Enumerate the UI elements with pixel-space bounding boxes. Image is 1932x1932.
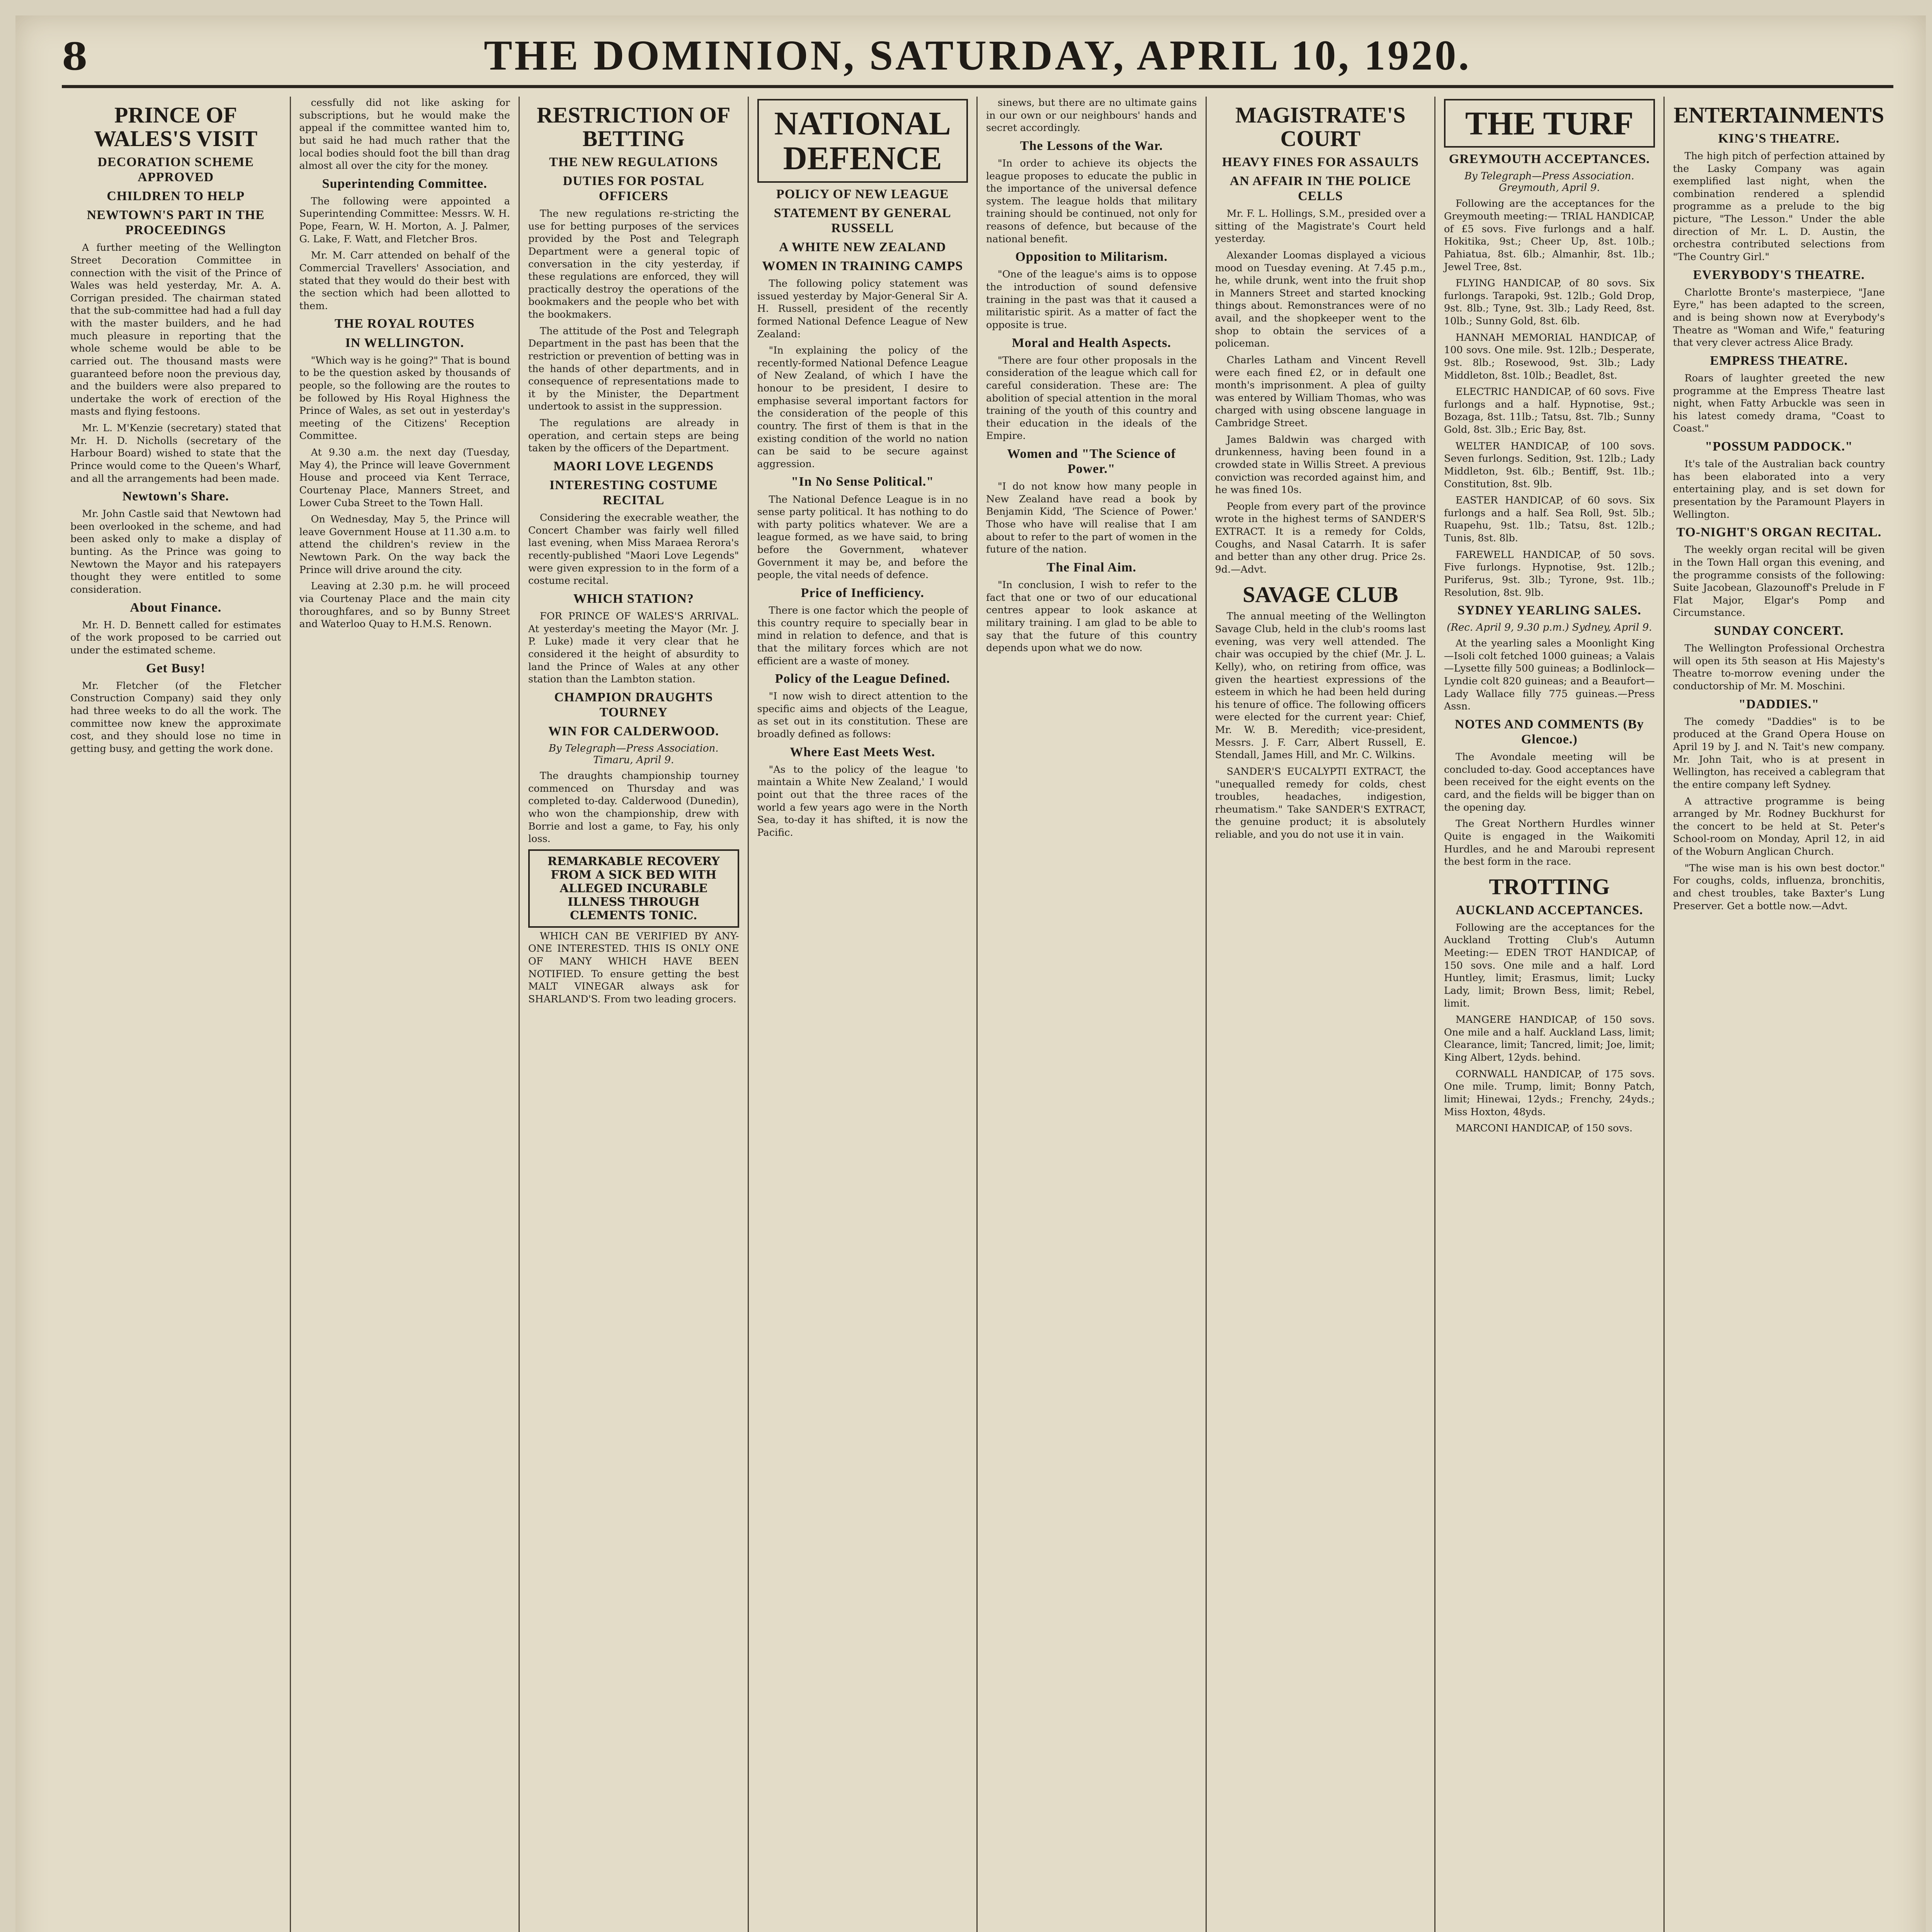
article-paragraph: Alexander Loomas displayed a vicious mood on Tuesday evening. At 7.45 p.m., he, while drunk, went into the fruit shop in Manners Street and started knocking things about. Remonstrances were of no avail, and the shopkeeper went to the shop to obtain the services of a policeman. [1215,249,1426,350]
article-paragraph: "The wise man is his own best doctor." For coughs, colds, influenza, bronchitis, and chest troubles, take Baxter's Lung Preserver. Get a bottle now.—Advt. [1673,862,1885,912]
sub-headline: MAORI LOVE LEGENDS [553,459,714,473]
byline: By Telegraph—Press Association. Greymouth, April 9. [1464,170,1634,194]
article-paragraph: "In order to achieve its objects the league proposes to educate the public in the importance of the universal defence system. The league holds that military training should be continued, not only for reasons of defence, but because of the national benefit. [986,157,1197,245]
article-paragraph: It's tale of the Australian back country has been elaborated into a very entertaining play, and is set down for presentation by the Paramount Players in Wellington. [1673,458,1885,520]
column-6 [1207,97,1436,1932]
sub-headline: NOTES AND COMMENTS (By Glencoe.) [1454,717,1644,747]
sub-headline: KING'S THEATRE. [1718,131,1840,146]
sub-headline: DECORATION SCHEME APPROVED [97,155,254,184]
sub-headline: WIN FOR CALDERWOOD. [548,724,719,738]
article-paragraph: Charlotte Bronte's masterpiece, "Jane Eyre," has been adapted to the screen, and is being shown now at Everybody's Theatre as "Woman and Wife," featuring that very clever actress Alice Brady. [1673,286,1885,349]
sub-headline: Superintending Committee. [322,176,487,191]
sub-headline: WHICH STATION? [573,591,694,606]
article-paragraph: cessfully did not like asking for subscriptions, but he would make the appeal if the committee wanted him to, but said he had much rather that the local bodies should foot the bill than drag almost all over the city for the money. [299,97,510,172]
article-paragraph: A further meeting of the Wellington Street Decoration Committee in connection with the visit of the Prince of Wales was held yesterday, Mr. A. A. Corrigan presided. The chairman stated that the sub-committee had had a full day with the master builders, and he had much pleasure in reporting that the whole scheme would be able to be carried out. The thousand masts were guaranteed before noon the previous day, and the builders were also prepared to undertake the work of erection of the masts and flying festoons. [70,242,281,418]
sub-headline: "In No Sense Political." [791,474,934,489]
article-paragraph: On Wednesday, May 5, the Prince will leave Government House at 11.30 a.m. to attend the children's review in the Newtown Park. On the way back the Prince will drive around the city. [299,514,510,576]
column-5 [978,97,1207,1932]
article-paragraph: The following were appointed a Superintending Committee: Messrs. W. H. Pope, Fearn, W. H. Morton, A. J. Palmer, G. Lake, F. Watt, and Fletcher Bros. [299,195,510,245]
article-headline: ENTERTAINMENTS [1673,102,1884,128]
article-paragraph: "Which way is he going?" That is bound to be the question asked by thousands of people, so the following are the routes to be followed by His Royal Highness the Prince of Wales, as set out in yesterday's meeting of the Citizens' Reception Committee. [299,354,510,442]
article-paragraph: EASTER HANDICAP, of 60 sovs. Six furlongs and a half. Sea Roll, 9st. 5lb.; Ruapehu, 9st. 1lb.; Tatsu, 8st. 12lb.; Tunis, 8st. 8lb. [1444,495,1655,544]
article-paragraph: Mr. F. L. Hollings, S.M., presided over a sitting of the Magistrate's Court held yesterday. [1215,208,1426,245]
column-1 [62,97,291,1932]
article-paragraph: CORNWALL HANDICAP, of 175 sovs. One mile. Trump, limit; Bonny Patch, limit; Hinewai, 12yds.; Frenchy, 24yds.; Miss Hoxton, 48yds. [1444,1068,1655,1118]
article-paragraph: Roars of laughter greeted the new programme at the Empress Theatre last night, when Fatty Arbuckle was seen in his latest comedy drama, "Coast to Coast." [1673,372,1885,435]
byline: (Rec. April 9, 9.30 p.m.) Sydney, April 9. [1447,622,1652,634]
column-4 [749,97,978,1932]
sub-headline: The Final Aim. [1046,560,1136,575]
sub-headline: Price of Inefficiency. [801,585,924,600]
sub-headline: Policy of the League Defined. [775,672,950,686]
article-paragraph: ELECTRIC HANDICAP, of 60 sovs. Five furlongs and a half. Hypnotise, 9st.; Bozaga, 8st. 11lb.; Tatsu, 8st. 7lb.; Sunny Gold, 8st. 3lb.; Eric Bay, 8st. [1444,386,1655,436]
sub-headline: STATEMENT BY GENERAL RUSSELL [774,206,951,235]
article-paragraph: People from every part of the province wrote in the highest terms of SANDER'S EXTRACT. It is a remedy for Colds, Coughs, and Nasal Catarrh. It is safer and better than any other drug. Price 2s. 9d.—Advt. [1215,500,1426,575]
sub-headline: Opposition to Militarism. [1015,250,1168,264]
article-headline: MAGISTRATE'S COURT [1235,102,1406,151]
article-paragraph: The Wellington Professional Orchestra will open its 5th season at His Majesty's Theatre to-morrow evening under the conductorship of Mr. M. Moschini. [1673,643,1885,692]
article-paragraph: James Baldwin was charged with drunkenness, having been found in a crowded state in Willis Street. A previous conviction was recorded against him, and he was fined 10s. [1215,434,1426,496]
masthead [62,31,1893,88]
article-paragraph: "I do not know how many people in New Zealand have read a book by Benjamin Kidd, 'The Science of Power.' Those who have will realise that I am about to refer to the part of women in the future of the nation. [986,481,1197,556]
sub-headline: Moral and Health Aspects. [1012,335,1171,350]
article-paragraph: The attitude of the Post and Telegraph Department in the past has been that the restriction or prevention of betting was in the hands of other departments, and in consequence of representations made to it by the Minister, the Department undertook to assist in the suppression. [528,325,739,413]
sub-headline: TO-NIGHT'S ORGAN RECITAL. [1676,525,1882,540]
advertisement-box: REMARKABLE RECOVERY FROM A SICK BED WITH ALLEGED INCURABLE ILLNESS THROUGH CLEMENTS TONIC. [528,849,739,928]
article-paragraph: A attractive programme is being arranged by Mr. Rodney Buckhurst for the concert to be held at St. Peter's School-room on Monday, April 12, in aid of the Woburn Anglican Church. [1673,795,1885,858]
article-paragraph: "As to the policy of the league 'to maintain a White New Zealand,' I would point out that the three races of the world a few years ago were in the North Sea, to-day it has shifted, it is now the Pacific. [757,764,968,838]
article-paragraph: The Great Northern Hurdles winner Quite is engaged in the Waikomiti Hurdles, and he and Maroubi represent the best form in the race. [1444,818,1655,868]
sub-headline: IN WELLINGTON. [345,335,464,350]
sub-headline: NEWTOWN'S PART IN THE PROCEEDINGS [87,208,265,238]
article-paragraph: Considering the execrable weather, the Concert Chamber was fairly well filled last evening, when Miss Maraea Rerora's recently-published "Maori Love Legends" were given expression to in the form of a costume recital. [528,512,739,587]
article-headline: NATIONAL DEFENCE [757,99,968,183]
sub-headline: Where East Meets West. [790,745,935,759]
article-paragraph: Mr. L. M'Kenzie (secretary) stated that Mr. H. D. Nicholls (secretary of the Harbour Board) wished to state that the Prince would come to the Queen's Wharf, and all the arrangements had been made. [70,422,281,485]
sub-headline: THE NEW REGULATIONS [549,155,718,169]
byline: By Telegraph—Press Association. Timaru, April 9. [548,743,719,766]
article-paragraph: Mr. M. Carr attended on behalf of the Commercial Travellers' Association, and stated that they would do their best with the section which had been allotted to them. [299,250,510,312]
article-paragraph: MARCONI HANDICAP, of 150 sovs. [1456,1122,1633,1134]
article-paragraph: Following are the acceptances for the Greymouth meeting:— TRIAL HANDICAP, of £5 sovs. Five furlongs and a half. Hokitika, 9st.; Cheer Up, 8st. 10lb.; Pahiatua, 8st. 6lb.; Almanhir, 8st. 1lb.; Jewel Tree, 8st. [1444,198,1655,273]
article-paragraph: The draughts championship tourney commenced on Thursday and was completed to-day. Calderwood (Dunedin), who won the championship, drew with Borrie and lost a game, to Fay, his only loss. [528,770,739,845]
article-paragraph: Charles Latham and Vincent Revell were each fined £2, or in default one month's imprisonment. A plea of guilty was entered by William Thomas, who was charged with using obscene language in Cambridge Street. [1215,354,1426,429]
page-number: 8 [62,35,88,78]
sub-headline: DUTIES FOR POSTAL OFFICERS [563,173,704,203]
sub-headline: Get Busy! [146,661,206,675]
article-paragraph: The new regulations re-stricting the use for betting purposes of the services provided by the Post and Telegraph Department were a general topic of conversation in the city yesterday, if these regulations are enforced, they will practically destroy the operations of the bookmakers and the people who bet with the bookmakers. [528,208,739,321]
newspaper-page [15,15,1926,1932]
column-8 [1665,97,1894,1932]
article-paragraph: "In explaining the policy of the recently-formed National Defence League of New Zealand, of which I have the honour to be president, I desire to emphasise several important factors for the consideration of the people of this country. The first of them is that in the existing condition of the world no nation can be said to be secure against aggression. [757,345,968,470]
sub-headline: The Lessons of the War. [1020,138,1163,153]
article-paragraph: Mr. Fletcher (of the Fletcher Construction Company) said they only had three weeks to do all the work. The committee now knew the approximate cost, and they should lose no time in getting busy, and getting the work done. [70,680,281,755]
sub-headline: AN AFFAIR IN THE POLICE CELLS [1230,173,1411,203]
article-paragraph: Mr. John Castle said that Newtown had been overlooked in the scheme, and had been asked only to make a display of bunting. As the Prince was going to Newtown the Mayor and his ratepayers thought they were entitled to some consideration. [70,508,281,595]
sub-headline: WOMEN IN TRAINING CAMPS [762,259,963,273]
sub-headline: THE ROYAL ROUTES [335,316,475,331]
article-headline: SAVAGE CLUB [1243,582,1398,607]
sub-headline: SUNDAY CONCERT. [1714,624,1844,638]
column-7 [1435,97,1665,1932]
article-paragraph: Following are the acceptances for the Auckland Trotting Club's Autumn Meeting:— EDEN TROT HANDICAP, of 150 sovs. One mile and a half. Lord Huntley, limit; Erasmus, limit; Lucky Lady, limit; Brown Bess, limit; Rebel, limit. [1444,922,1655,1009]
newspaper-title: THE DOMINION, SATURDAY, APRIL 10, 1920. [484,32,1471,79]
sub-headline: "POSSUM PADDOCK." [1705,439,1853,454]
sub-headline: A WHITE NEW ZEALAND [779,240,946,254]
article-paragraph: There is one factor which the people of this country require to specially bear in mind in relation to defence, and that is that the military forces which are not efficient are a waste of money. [757,605,968,667]
sub-headline: HEAVY FINES FOR ASSAULTS [1222,155,1419,169]
column-2 [291,97,520,1932]
sub-headline: EVERYBODY'S THEATRE. [1693,267,1865,282]
sub-headline: POLICY OF NEW LEAGUE [776,187,949,201]
sub-headline: Newtown's Share. [122,489,229,504]
article-paragraph: At the yearling sales a Moonlight King —Isoli colt fetched 1000 guineas; a Valais—Lysette filly 500 guineas; a Bodlinlock—Lyndie colt 820 guineas; and a Beaufort—Lady Wallace filly 775 guineas.—Press Assn. [1444,638,1655,713]
article-headline: RESTRICTION OF BETTING [537,102,731,151]
sub-headline: About Finance. [130,600,222,615]
sub-headline: SYDNEY YEARLING SALES. [1457,603,1641,618]
sub-headline: EMPRESS THEATRE. [1710,353,1848,368]
article-paragraph: The following policy statement was issued yesterday by Major-General Sir A. H. Russell, president of the recently formed National Defence League of New Zealand: [757,278,968,340]
article-paragraph: The Avondale meeting will be concluded to-day. Good acceptances have been received for the eight events on the card, and the fields will be bigger than on the opening day. [1444,751,1655,813]
sub-headline: GREYMOUTH ACCEPTANCES. [1449,152,1650,167]
sub-headline: AUCKLAND ACCEPTANCES. [1456,903,1643,917]
article-paragraph: "I now wish to direct attention to the specific aims and objects of the League, as set out in its constitution. These are broadly defined as follows: [757,690,968,740]
article-paragraph: The regulations are already in operation, and certain steps are being taken by the officers of the Department. [528,417,739,454]
article-paragraph: HANNAH MEMORIAL HANDICAP, of 100 sovs. One mile. 9st. 12lb.; Desperate, 9st. 8lb.; Rosewood, 9st. 3lb.; Lady Middleton, 8st. 10lb.; Beadlet, 8st. [1444,332,1655,381]
article-paragraph: The National Defence League is in no sense party political. It has nothing to do with party politics whatever. We are a league formed, as we have said, to bring before the Government, whatever Government it may be, and before the people, the vital needs of defence. [757,493,968,581]
article-paragraph: SANDER'S EUCALYPTI EXTRACT, the "unequalled remedy for colds, chest troubles, headaches, indigestion, rheumatism." Take SANDER'S EXTRACT, the genuine product; it is absolutely reliable, and you do not use it in vain. [1215,765,1426,841]
article-paragraph: Leaving at 2.30 p.m. he will proceed via Courtenay Place and the main city thoroughfares, and so by Bunny Street and Waterloo Quay to H.M.S. Renown. [299,580,510,630]
column-3 [520,97,749,1932]
article-paragraph: WELTER HANDICAP, of 100 sovs. Seven furlongs. Sedition, 9st. 12lb.; Lady Middleton, 9st. 6lb.; Bentiff, 9st. 1lb.; Constitution, 8st. 9lb. [1444,440,1655,490]
article-paragraph: The high pitch of perfection attained by the Lasky Company was again exemplified last night, when the combination rendered a splendid programme as a prelude to the big picture, "The Lesson." Under the able direction of Mr. L. D. Austin, the orchestra contributed selections from "The Country Girl." [1673,150,1885,263]
article-paragraph: FLYING HANDICAP, of 80 sovs. Six furlongs. Tarapoki, 9st. 12lb.; Gold Drop, 9st. 8lb.; Tyne, 9st. 3lb.; Lady Reed, 8st. 10lb.; Sunny Gold, 8st. 6lb. [1444,277,1655,327]
article-paragraph: WHICH CAN BE VERIFIED BY ANY-ONE INTERESTED. THIS IS ONLY ONE OF MANY WHICH HAVE BEEN NOTIFIED. To ensure getting the best MALT VINEGAR always ask for SHARLAND'S. From two leading grocers. [528,930,739,1005]
article-headline: THE TURF [1444,99,1655,148]
sub-headline: CHAMPION DRAUGHTS TOURNEY [554,690,713,719]
article-paragraph: The weekly organ recital will be given in the Town Hall organ this evening, and the programme consists of the following: Suite Jacobean, Glazounoff's Prelude in F Flat Major, Elgar's Pomp and Circumstance. [1673,544,1885,619]
article-paragraph: "In conclusion, I wish to refer to the fact that one or two of our educational centres appear to look askance at military training. I am glad to be able to say that the future of this country depends upon what we do now. [986,579,1197,654]
article-paragraph: MANGERE HANDICAP, of 150 sovs. One mile and a half. Auckland Lass, limit; Clearance, limit; Tancred, limit; Joe, limit; King Albert, 12yds. behind. [1444,1014,1655,1064]
article-paragraph: FOR PRINCE OF WALES'S ARRIVAL. At yesterday's meeting the Mayor (Mr. J. P. Luke) made it very clear that he considered it the height of absurdity to land the Prince of Wales at any other station than the Lambton station. [528,611,739,685]
article-paragraph: At 9.30 a.m. the next day (Tuesday, May 4), the Prince will leave Government House and proceed via Kent Terrace, Courtenay Place, Manners Street, and Lower Cuba Street to the Town Hall. [299,447,510,509]
sub-headline: "DADDIES." [1738,697,1820,711]
sub-headline: INTERESTING COSTUME RECITAL [549,478,718,508]
article-paragraph: "One of the league's aims is to oppose the introduction of sound defensive training in the past was that it caused a militaristic spirit. As a matter of fact the opposite is true. [986,269,1197,331]
article-paragraph: sinews, but there are no ultimate gains in our own or our neighbours' hands and secret accordingly. [986,97,1197,134]
article-headline: TROTTING [1489,874,1610,899]
article-paragraph: The comedy "Daddies" is to be produced at the Grand Opera House on April 19 by J. and N. Tait's new company. Mr. John Tait, who is at present in Wellington, has received a cablegram that the entire company left Sydney. [1673,716,1885,791]
sub-headline: Women and "The Science of Power." [1007,447,1176,476]
article-paragraph: "There are four other proposals in the consideration of the league which call for careful consideration. These are: The abolition of special attention in the moral training of the youth of this country and their education in the ideals of the Empire. [986,354,1197,442]
sub-headline: CHILDREN TO HELP [107,189,245,203]
news-columns [62,97,1893,1932]
article-headline: PRINCE OF WALES'S VISIT [94,102,258,151]
article-paragraph: Mr. H. D. Bennett called for estimates of the work proposed to be carried out under the estimated scheme. [70,619,281,656]
article-paragraph: The annual meeting of the Wellington Savage Club, held in the club's rooms last evening, was very well attended. The chair was occupied by the chief (Mr. J. L. Kelly), who, on retiring from office, was given the heartiest expressions of the esteem in which he had been held during his tenure of office. The following officers were elected for the current year: Chief, Mr. W. B. Meredith; vice-president, Messrs. J. F. Carr, Albert Russell, E. Stendall, James Hill, and Mr. C. Wilkins. [1215,611,1426,761]
article-paragraph: FAREWELL HANDICAP, of 50 sovs. Five furlongs. Hypnotise, 9st. 12lb.; Puriferus, 9st. 3lb.; Tyrone, 9st. 1lb.; Resolution, 8st. 9lb. [1444,549,1655,599]
